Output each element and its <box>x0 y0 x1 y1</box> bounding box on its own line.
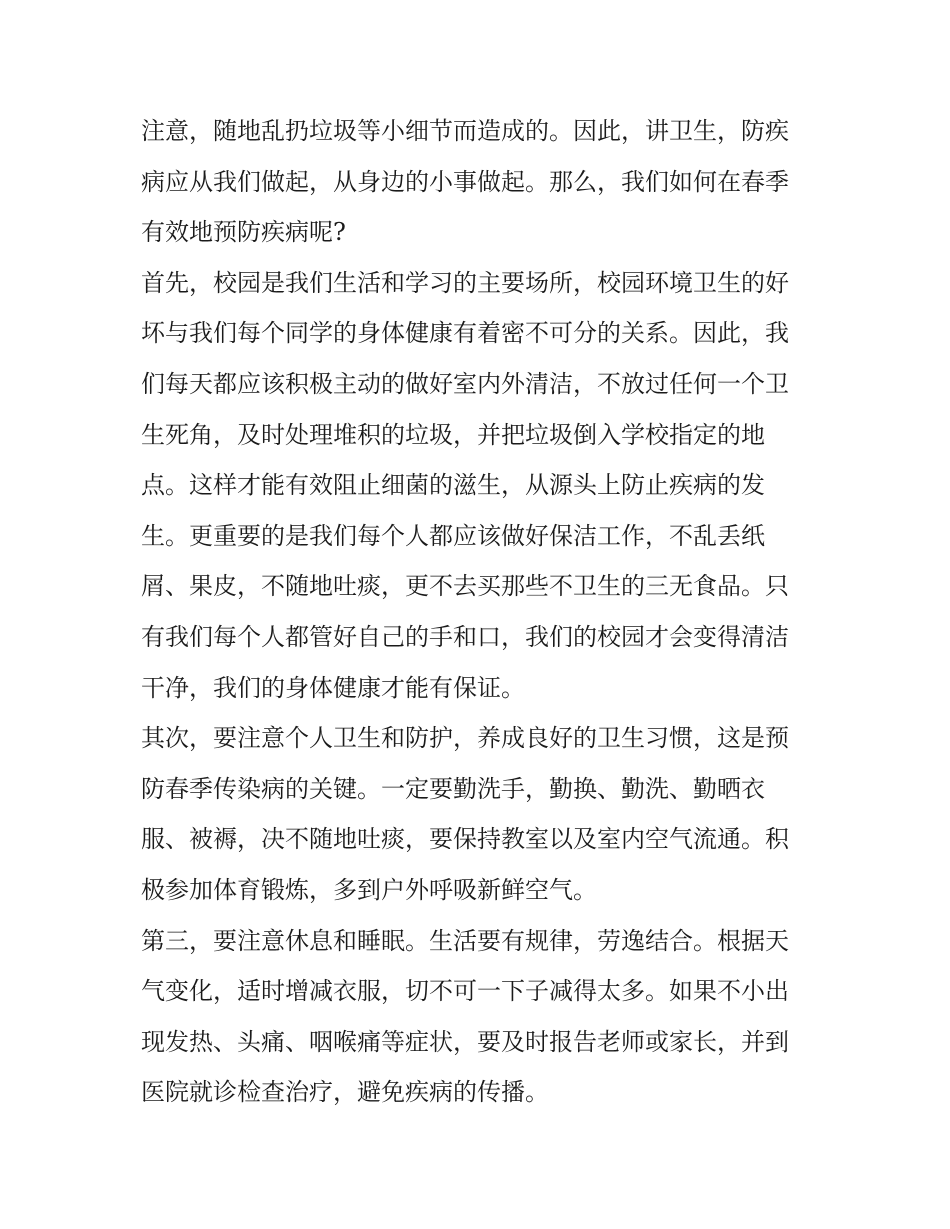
text-line: 现发热、头痛、咽喉痛等症状，要及时报告老师或家长，并到 <box>141 1027 789 1056</box>
text-line: 服、被褥，决不随地吐痰，要保持教室以及室内空气流通。积 <box>141 825 789 854</box>
text-line: 有效地预防疾病呢? <box>141 218 346 247</box>
text-line: 们每天都应该积极主动的做好室内外清洁，不放过任何一个卫 <box>141 369 789 398</box>
paragraph-intro-continuation <box>141 106 811 258</box>
text-line: 屑、果皮，不随地吐痰，更不去买那些不卫生的三无食品。只 <box>141 572 789 601</box>
text-line: 坏与我们每个同学的身体健康有着密不可分的关系。因此，我 <box>141 319 789 348</box>
text-line: 首先，校园是我们生活和学习的主要场所，校园环境卫生的好 <box>141 268 789 297</box>
text-line: 干净，我们的身体健康才能有保证。 <box>141 673 525 702</box>
text-line: 病应从我们做起，从身边的小事做起。那么，我们如何在春季 <box>141 167 789 196</box>
document-body <box>141 106 811 1118</box>
text-line: 有我们每个人都管好自己的手和口，我们的校园才会变得清洁 <box>141 622 789 651</box>
text-line: 生死角，及时处理堆积的垃圾，并把垃圾倒入学校指定的地 <box>141 420 765 449</box>
text-line: 医院就诊检查治疗，避免疾病的传播。 <box>141 1078 549 1107</box>
paragraph-third-point <box>141 916 811 1118</box>
text-line: 第三，要注意休息和睡眠。生活要有规律，劳逸结合。根据天 <box>141 926 789 955</box>
paragraph-second-point <box>141 713 811 915</box>
text-line: 极参加体育锻炼，多到户外呼吸新鲜空气。 <box>141 875 597 904</box>
text-line: 其次，要注意个人卫生和防护，养成良好的卫生习惯，这是预 <box>141 724 789 753</box>
text-line: 防春季传染病的关键。一定要勤洗手，勤换、勤洗、勤晒衣 <box>141 774 765 803</box>
paragraph-first-point <box>141 258 811 713</box>
text-line: 生。更重要的是我们每个人都应该做好保洁工作，不乱丢纸 <box>141 521 765 550</box>
text-line: 气变化，适时增减衣服，切不可一下子减得太多。如果不小出 <box>141 977 789 1006</box>
text-line: 注意，随地乱扔垃圾等小细节而造成的。因此，讲卫生，防疾 <box>141 117 789 145</box>
text-line: 点。这样才能有效阻止细菌的滋生，从源头上防止疾病的发 <box>141 471 765 500</box>
